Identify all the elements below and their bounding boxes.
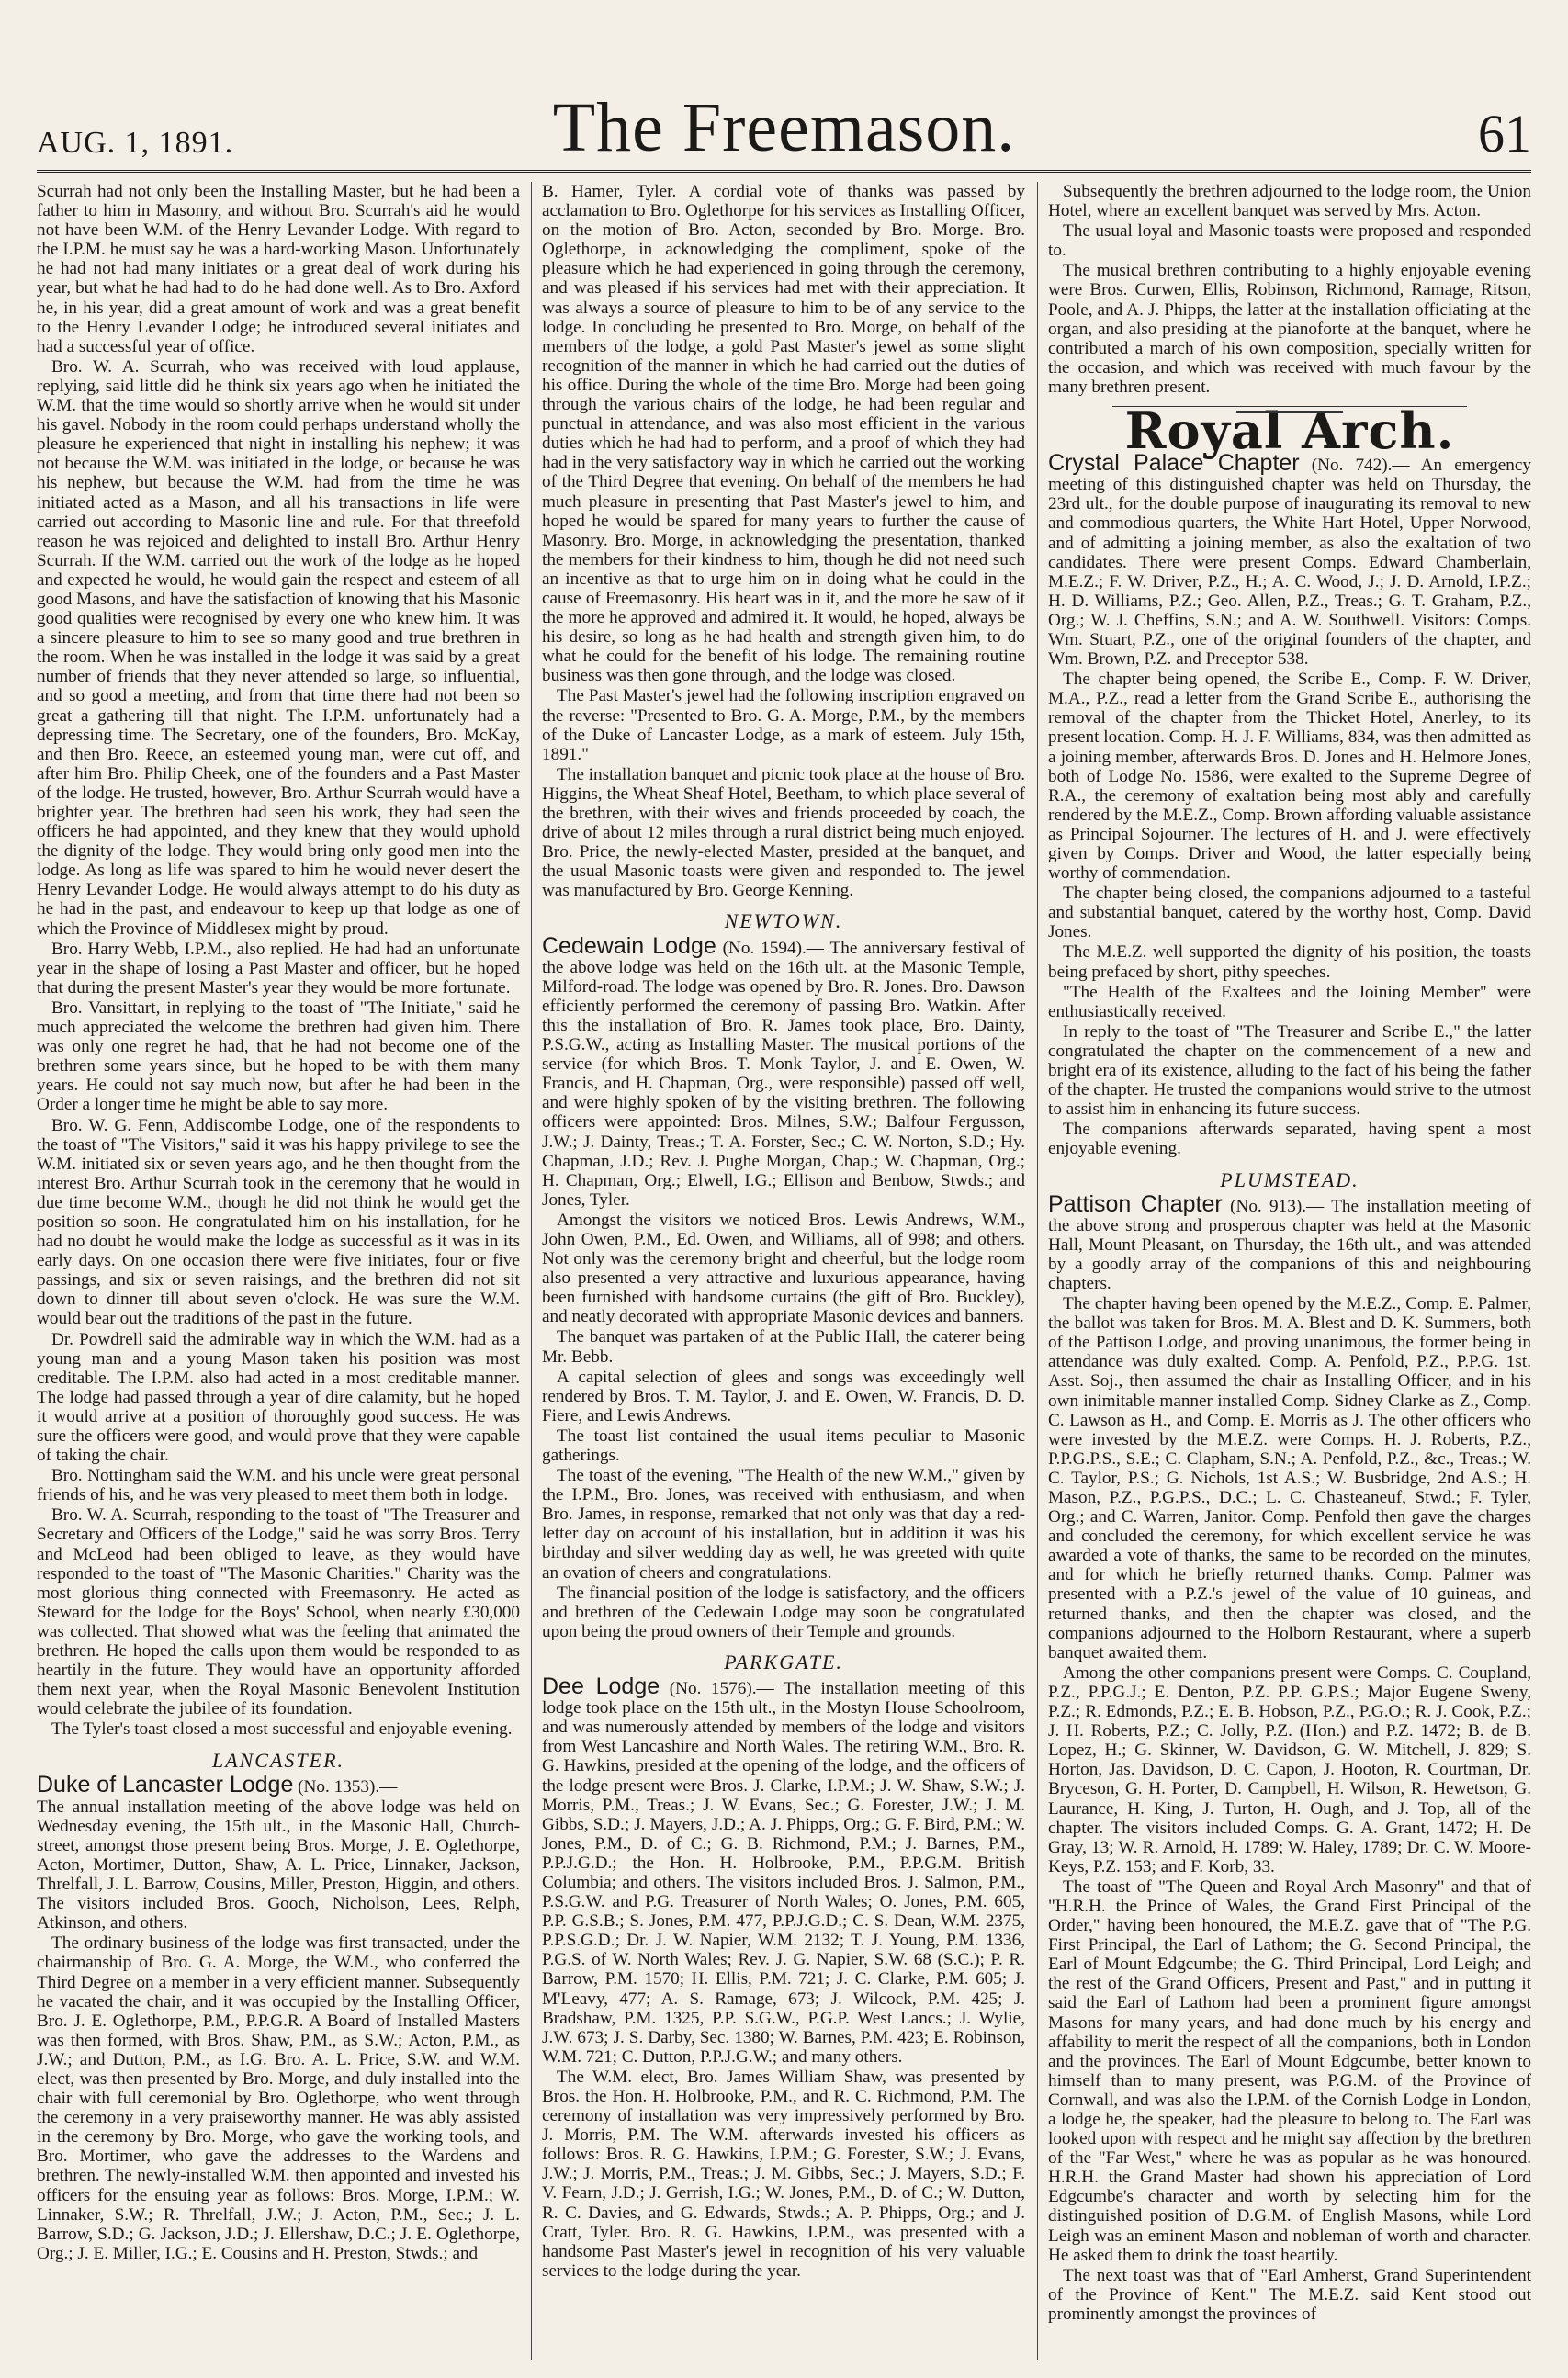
paragraph: The installation meeting of this lodge took place on the 15th ult., in the Mostyn House Schoolroom, and was numerously attended by members of the lodge and visitors from West Lancashire and North Wales. The retiring W.M., Bro. R. G. Hawkins, presided at the opening of the lodge, and the officers of the lodge present were Bros. J. Clarke, I.P.M.; J. W. Shaw, S.W.; J. Morris, P.M., Treas.; J. W. Evans, Sec.; G. Forester, J.W.; J. M. Gibbs, S.D.; J. Mayers, J.D.; A. J. Phipps, Org.; G. F. Bird, P.M.; W. Jones, P.M., D. of C.; G. B. Richmond, P.M.; J. Barnes, P.M., P.P.J.G.D.; the Hon. H. Holbrooke, P.M., P.P.G.M. British Columbia; and others. The visitors included Bros. J. Salmon, P.M., P.S.G.W. and P.G. Treasurer of North Wales; O. Jones, P.M. 605, P.P. G.S.B.; S. Jones, P.M. 477, P.P.J.G.D.; C. S. Dean, W.M. 2375, P.P.S.G.D.; Dr. J. W. Napier, W.M. 2132; T. J. Young, P.M. 1336, P.G.S. of W. North Wales; Rev. J. G. Napier, S.W. 68 (S.C.); P. R. Barrow, P.M. 1570; H. Ellis, P.M. 721; J. C. Clarke, P.M. 605; J. M'Leavy, 477; A. S. Ramage, 673; J. Wilcock, P.M. 425; J. Bradshaw, P.M. 1325, P.P. S.G.W., P.G.P. West Lancs.; J. Wylie, J.W. 673; J. S. Darby, Sec. 1380; W. Barnes, P.M. 423; E. Robinson, W.M. 721; C. Dutton, P.P.J.G.W.; and many others. xyxy=(542,1679,1026,2067)
section-heading-plumstead: PLUMSTEAD. xyxy=(1220,1167,1359,1191)
column-3 xyxy=(1048,182,1531,2325)
column-2 xyxy=(542,182,1025,2282)
paragraph: Bro. W. A. Scurrah, who was received with loud applause, replying, said little did he think six years ago when he initiated the W.M. that the time would so shortly arrive when he would sit under his gavel. Nobody in the room could perhaps understand wholly the pleasure he experienced that night in installing his nephew; it was not because the W.M. was initiated in the lodge, or because he was his nephew, but because the W.M. had from the time he was initiated acted as a Mason, and all his transactions in life were carried out according to Masonic line and rule. For that threefold reason he was rejoiced and delighted to install Bro. Arthur Henry Scurrah. If the W.M. carried out the work of the lodge as he hoped and expected he would, he would gain the respect and esteem of all good Masons, and have the satisfaction of knowing that his Masonic good qualities were recognised by every one who knew him. It was a sincere pleasure to him to see so many good and true brethren in the room. When he was installed in the lodge it was said by a great number of friends that they never attended so large, so influential, and so good a meeting, and from that time there had not been so great a gathering till that night. The I.P.M. unfortunately had a depressing time. The Secretary, one of the founders, Bro. McKay, and then Bro. Reece, an esteemed young man, were cut off, and after him Bro. Philip Cheek, one of the founders and a Past Master of the lodge. He trusted, however, Bro. Arthur Scurrah would have a brighter year. The brethren had seen his work, they had seen the officers he had appointed, and they knew that they would uphold the dignity of the lodge. They would bring only good men into the lodge. As long as life was spared to him he would never desert the Henry Levander Lodge. He would always attempt to do his duty as he had in the past, and endeavour to keep up that lodge as one of which the Province of Middlesex might by proud. xyxy=(37,356,520,939)
chapter-entry xyxy=(1048,1190,1532,1293)
paragraph: The Past Master's jewel had the following inscription engraved on the reverse: "Presented to Bro. G. A. Morge, P.M., by the members of the Duke of Lancaster Lodge, as a mark of esteem. July 15th, 1891." xyxy=(542,686,1025,764)
paragraph: The banquet was partaken of at the Public Hall, the caterer being Mr. Bebb. xyxy=(542,1327,1025,1367)
section-heading-parkgate: PARKGATE. xyxy=(724,1650,843,1674)
chapter-entry xyxy=(1048,450,1532,670)
paragraph: The chapter being closed, the companions adjourned to a tasteful and substantial banquet, catered by the worthy host, Comp. David Jones. xyxy=(1048,884,1531,942)
paragraph: Dr. Powdrell said the admirable way in which the W.M. had as a young man and a young Mason taken his position was most creditable. The I.P.M. also had acted in a most creditable manner. The lodge had passed through a year of dire calamity, but he hoped it would arrive at a position of thoroughly good success. He was sure the officers were good, and would prove that they were capable of taking the chair. xyxy=(37,1329,520,1466)
paragraph: The annual installation meeting of the above lodge was held on Wednesday evening, the 15th ult., in the Masonic Hall, Church-street, amongst those present being Bros. Morge, J. E. Oglethorpe, Acton, Mortimer, Dutton, Shaw, A. L. Price, Linnaker, Jackson, Threlfall, J. L. Barrow, Cousins, Miller, Preston, Higgin, and others. The visitors included Bros. Gooch, Nicholson, Lees, Relph, Atkinson, and others. xyxy=(37,1797,520,1933)
paragraph: The next toast was that of "Earl Amherst, Grand Superintendent of the Province of Kent." The M.E.Z. said Kent stood out prominently amongst the provinces of xyxy=(1048,2265,1531,2324)
chapter-name: Crystal Palace Chapter xyxy=(1048,450,1300,477)
chapter-name: Pattison Chapter xyxy=(1048,1190,1223,1217)
paragraph: The anniversary festival of the above lodge was held on the 16th ult. at the Masonic Temple, Milford-road. The lodge was opened by Bro. R. Jones. Bro. Dawson efficiently performed the ceremony of passing Bro. Watkin. After this the installation of Bro. R. James took place, Bro. Dainty, P.S.G.W., acting as Installing Master. The musical portions of the service (for which Bros. T. Monk Taylor, J. and E. Owen, W. Francis, and H. Chapman, Org., were responsible) passed off well, and were highly spoken of by the visiting brethren. The following officers were appointed: Bros. Milnes, S.W.; Balfour Fergusson, J.W.; J. Dainty, Treas.; T. A. Forster, Sec.; C. W. Norton, S.D.; Hy. Chapman, J.D.; Rev. J. Pughe Morgan, Chap.; W. Chapman, Org.; H. Chapman, Org.; Elwell, I.G.; Ellison and Benbow, Stwds.; and Jones, Tyler. xyxy=(542,938,1026,1210)
lodge-entry xyxy=(542,932,1026,1210)
page-number: 61 xyxy=(1478,104,1531,163)
section-heading-newtown: NEWTOWN. xyxy=(724,909,843,933)
paragraph: Scurrah had not only been the Installing Master, but he had been a father to him in Masonry, and without Bro. Scurrah's aid he would not have been W.M. of the Henry Levander Lodge. With regard to the I.P.M. he must say he was a hard-working Mason. Unfortunately he had not had many initiates or a great deal of work during his year, but what he had had to do he had done well. As to Bro. Axford he, in his year, did a great amount of work and was a great benefit to the Henry Levander Lodge; he introduced several initiates and had a successful year of office. xyxy=(37,182,520,356)
paragraph: The chapter being opened, the Scribe E., Comp. F. W. Driver, M.A., P.Z., read a letter from the Grand Scribe E., authorising the removal of the chapter from the Thicket Hotel, Anerley, to its present location. Comp. H. J. F. Williams, 834, was then admitted as a joining member, afterwards Bros. D. Jones and H. Helmore Jones, both of Lodge No. 1586, were exalted to the Supreme Degree of R.A., the ceremony of exaltation being most ably and carefully rendered by the M.E.Z., Comp. Brown affording valuable assistance as Principal Sojourner. The lectures of H. and J. were effectively given by Comps. Driver and Wood, the latter especially being worthy of commendation. xyxy=(1048,670,1531,884)
paragraph: Bro. Vansittart, in replying to the toast of "The Initiate," said he much appreciated the welcome the brethren had given him. There was only one regret he had, that he had not become one of the brethren some years since, but he hoped to be with them many years. He could not say much now, but after he had been in the Order a longer time he might be able to say more. xyxy=(37,997,520,1115)
paragraph: An emergency meeting of this distinguished chapter was held on Thursday, the 23rd ult., for the double purpose of inaugurating its removal to new and commodious quarters, the White Hart Hotel, Upper Norwood, and of admitting a joining member, as also the exaltation of two candidates. There were present Comps. Edward Chamberlain, M.E.Z.; F. W. Driver, P.Z., H.; A. C. Wood, J.; J. D. Arnold, I.P.Z.; H. D. Williams, P.Z.; Geo. Allen, P.Z., Treas.; G. T. Graham, P.Z., Org.; W. J. Cheffins, S.N.; and A. W. Southwell. Visitors: Comps. Wm. Stuart, P.Z., one of the original founders of the chapter, and Wm. Brown, P.Z. and Preceptor 538. xyxy=(1048,456,1532,670)
paragraph: The chapter having been opened by the M.E.Z., Comp. E. Palmer, the ballot was taken for Bros. M. A. Blest and D. K. Summers, both of the Pattison Lodge, and proving unanimous, the former being in attendance was duly exalted. Comp. A. Penfold, P.Z., P.P.G. 1st. Asst. Soj., then assumed the chair as Installing Officer, and in his own inimitable manner installed Comp. Sidney Clarke as Z., Comp. C. Lawson as H., and Comp. E. Morris as J. The other officers who were invested by the M.E.Z. were Comps. H. J. Roberts, P.Z., P.P.G.P.S., S.E.; C. Clapham, S.N.; A. Penfold, P.Z., &c., Treas.; W. C. Taylor, P.S.; G. Nichols, 1st A.S.; W. Busbridge, 2nd A.S.; H. Mason, P.Z., P.G.P.S., D.C.; L. C. Chasteaneuf, Stwd.; F. Tyler, Org.; and C. Warren, Janitor. Comp. Penfold then gave the charges and concluded the ceremony, for which excellent service he was awarded a vote of thanks, the same to be recorded on the minutes, and for which he briefly returned thanks. Comp. Palmer was presented with a P.Z.'s jewel of the value of 10 guineas, and returned thanks, and then the chapter was closed, and the companions adjourned to the Holborn Restaurant, where a superb banquet awaited them. xyxy=(1048,1294,1531,1662)
section-heading-lancaster: LANCASTER. xyxy=(211,1748,345,1772)
paragraph: The musical brethren contributing to a highly enjoyable evening were Bros. Curwen, Ellis, Robinson, Richmond, Ramage, Ritson, Poole, and A. J. Phipps, the latter at the installation officiating at the organ, and also presiding at the pianoforte at the banquet, where he contributed a march of his own composition, specially written for the occasion, and which was received with much favour by the many brethren present. xyxy=(1048,261,1531,397)
column-1 xyxy=(37,182,520,2264)
paragraph: Bro. W. A. Scurrah, responding to the toast of "The Treasurer and Secretary and Officers of the Lodge," said he was sorry Bros. Terry and McLeod had been obliged to leave, as they would have responded to the toast of "The Masonic Charities." Charity was the most glorious thing connected with Freemasonry. He acted as Steward for the lodge for the Boys' School, when nearly £30,000 was collected. That showed what was the feeling that animated the brethren. He hoped the calls upon them would be responded to as heartily in the future. They would have an opportunity afforded them next year, when the Royal Masonic Benevolent Institution would celebrate the jubilee of its foundation. xyxy=(37,1505,520,1719)
paragraph: Bro. Nottingham said the W.M. and his uncle were great personal friends of his, and he was very pleased to meet them both in lodge. xyxy=(37,1466,520,1505)
paragraph: The companions afterwards separated, having spent a most enjoyable evening. xyxy=(1048,1120,1531,1159)
paragraph: In reply to the toast of "The Treasurer and Scribe E.," the latter congratulated the chapter on the commencement of a new and bright era of its existence, alluding to the fact of his being the father of the chapter. He trusted the companions would strive to the utmost to assist him in enhancing its future success. xyxy=(1048,1021,1531,1120)
lodge-number: (No. 1353).— xyxy=(298,1776,398,1797)
decorative-rule xyxy=(1112,406,1467,407)
masthead xyxy=(37,87,1531,173)
paragraph: Bro. Harry Webb, I.P.M., also replied. He had had an unfortunate year in the shape of losing a Past Master and officer, but he hoped that during the present Master's year they would be more fortunate. xyxy=(37,939,520,997)
paragraph: Among the other companions present were Comps. C. Coupland, P.Z., P.P.G.J.; E. Denton, P.Z. P.P. G.P.S.; Major Eugene Sweny, P.Z.; R. Edmonds, P.Z.; E. B. Hobson, P.Z., P.G.O.; R. J. Cook, P.Z.; J. H. Roberts, P.Z.; C. Jolly, P.Z. (Hon.) and P.Z. 1472; B. de B. Lopez, H.; G. Skinner, W. Davidson, G. W. Mitchell, J. 829; S. Horton, Jas. Davidson, D. C. Capon, J. Hooton, R. Courtman, Dr. Bryceson, G. H. Porter, D. Campbell, H. Wilson, R. Hewetson, G. Laurance, H. King, J. Turton, H. Ough, and J. Top, all of the chapter. The visitors included Comps. G. A. Grant, 1472; H. De Gray, 13; W. R. Arnold, H. 1789; W. Haley, 1789; Dr. C. W. Moore-Keys, P.Z. 153; and F. Korb, 33. xyxy=(1048,1662,1531,1876)
paragraph: The installation meeting of the above strong and prosperous chapter was held at the Masonic Hall, Mount Pleasant, on Thursday, the 16th ult., and was attended by a goodly array of the companions of this and neighbouring chapters. xyxy=(1048,1196,1532,1293)
paragraph: The M.E.Z. well supported the dignity of his position, the toasts being prefaced by short, pithy speeches. xyxy=(1048,942,1531,982)
paragraph: The toast of "The Queen and Royal Arch Masonry" and that of "H.R.H. the Prince of Wales, the Grand First Principal of the Order," having been honoured, the M.E.Z. gave that of "The P.G. First Principal, the Earl of Lathom; the G. Second Principal, the Earl of Mount Edgcumbe; the G. Third Principal, Lord Leigh; and the rest of the Grand Officers, Present and Past," and in putting it said the Earl of Lathom had been a prominent figure amongst Masons for many years, and had done much by his energy and affability to merit the respect of all the companions, both in London and the provinces. The Earl of Mount Edgcumbe, better known to himself than to many present, was P.G.M. of the Province of Cornwall, and was also the I.P.M. of the Cornish Lodge in London, a lodge he, the speaker, had the pleasure to belong to. The Earl was looked upon with respect and he might say affection by the brethren of the "Far West," where he was as popular as he was honoured. H.R.H. the Grand Master had shown his appreciation of Lord Edgcumbe's character and worth by selecting him for the distinguished position of D.G.M. of English Masons, while Lord Leigh was an eminent Mason and nobleman of worth and character. He asked them to drink the toast heartily. xyxy=(1048,1876,1531,2265)
lodge-name: Dee Lodge xyxy=(542,1674,660,1700)
paragraph: B. Hamer, Tyler. A cordial vote of thanks was passed by acclamation to Bro. Oglethorpe for his services as Installing Officer, on the motion of Bro. Acton, seconded by Bro. Morge. Bro. Oglethorpe, in acknowledging the compliment, spoke of the pleasure which he had experienced in going through the ceremony, and was pleased if his services had met with their appreciation. It was always a source of pleasure to him to be of any service to the lodge. In concluding he presented to Bro. Morge, on behalf of the members of the lodge, a gold Past Master's jewel as some slight recognition of the manner in which he had carried out the duties of his office. During the whole of the time Bro. Morge had been going through the various chairs of the lodge, he had been regular and punctual in attendance, and was also most efficient in the various duties which he had had to perform, and a proof of which they had had in the very satisfactory way in which he carried out the working of the Third Degree that evening. On behalf of the members he had much pleasure in presenting that Past Master's jewel to him, and hoped he would be spared for many years to further the cause of Masonry. Bro. Morge, in acknowledging the presentation, thanked the members for their kindness to him, though he did not need such an incentive as that to urge him on in doing what he could in the cause of Freemasonry. His heart was in it, and the more he saw of it the more he approved and admired it. It would, he hoped, always be his desire, so long as he had health and strength given him, to do what he could for the benefit of his lodge. The remaining routine business was then gone through, and the lodge was closed. xyxy=(542,182,1025,686)
lodge-entry xyxy=(37,1771,520,1798)
paragraph: The financial position of the lodge is satisfactory, and the officers and brethren of the Cedewain Lodge may soon be congratulated upon being the proud owners of their Temple and grounds. xyxy=(542,1583,1025,1641)
paragraph: Bro. W. G. Fenn, Addiscombe Lodge, one of the respondents to the toast of "The Visitors," said it was his happy privilege to see the W.M. initiated six or seven years ago, and he then thought from the interest Bro. Arthur Scurrah took in the ceremony that he would in due time become W.M., though he did not think he would get the position so soon. He congratulated him on his installation, for he had no doubt he would make the lodge as successful as it was in its early days. On one occasion there were five initiates, four or five passings, and six or seven raisings, and the brethren did not sit down to dinner till about seven o'clock. He was sure the W.M. would bear out the traditions of the past in the future. xyxy=(37,1115,520,1329)
paragraph: The toast list contained the usual items peculiar to Masonic gatherings. xyxy=(542,1426,1025,1465)
section-heading-royal-arch: Royal Arch. xyxy=(1124,401,1455,461)
paragraph: Amongst the visitors we noticed Bros. Lewis Andrews, W.M., John Owen, P.M., Ed. Owen, and Williams, all of 998; and others. Not only was the ceremony bright and cheerful, but the lodge room also presented a very attractive and luxurious appearance, having been furnished with handsome curtains (the gift of Bro. Buckley), and neatly decorated with appropriate Masonic devices and banners. xyxy=(542,1210,1025,1327)
chapter-number: (No. 913).— xyxy=(1230,1196,1325,1216)
paragraph: The usual loyal and Masonic toasts were proposed and responded to. xyxy=(1048,221,1531,261)
paragraph: The ordinary business of the lodge was first transacted, under the chairmanship of Bro. G. A. Morge, the W.M., who conferred the Third Degree on a member in a very efficient manner. Subsequently he vacated the chair, and it was occupied by the Installing Officer, Bro. J. E. Oglethorpe, P.M., P.P.G.R. A Board of Installed Masters was then formed, with Bros. Shaw, P.M., as S.W.; Acton, P.M., as J.W.; and Dutton, P.M., as I.G. Bro. A. L. Price, S.W. and W.M. elect, was then presented by Bro. Morge, and duly installed into the chair with full ceremonial by Bro. Oglethorpe, who went through the ceremony in a very praiseworthy manner. He was ably assisted in the ceremony by Bro. Morge, who gave the working tools, and Bro. Mortimer, who gave the addresses to the Wardens and brethren. The newly-installed W.M. then appointed and invested his officers for the ensuing year as follows: Bros. Morge, I.P.M.; W. Linnaker, S.W.; R. Threlfall, J.W.; J. Acton, P.M., Sec.; J. L. Barrow, S.D.; G. Jackson, J.D.; J. Ellershaw, D.C.; J. E. Oglethorpe, Org.; J. E. Miller, I.G.; E. Cousins and H. Preston, Stwds.; and xyxy=(37,1933,520,2263)
lodge-name: Cedewain Lodge xyxy=(542,932,716,959)
lodge-name: Duke of Lancaster Lodge xyxy=(37,1771,294,1798)
paragraph: The Tyler's toast closed a most successful and enjoyable evening. xyxy=(51,1719,513,1740)
paragraph: A capital selection of glees and songs was exceedingly well rendered by Bros. T. M. Taylor, J. and E. Owen, W. Francis, D. D. Fiere, and Lewis Andrews. xyxy=(542,1367,1025,1426)
lodge-number: (No. 1594).— xyxy=(722,938,824,958)
paragraph: Subsequently the brethren adjourned to the lodge room, the Union Hotel, where an excellent banquet was served by Mrs. Acton. xyxy=(1048,182,1531,221)
paragraph: The W.M. elect, Bro. James William Shaw, was presented by Bros. the Hon. H. Holbrooke, P.M., and R. C. Richmond, P.M. The ceremony of installation was very impressively performed by Bro. J. Morris, P.M. The W.M. afterwards invested his officers as follows: Bros. R. G. Hawkins, I.P.M.; G. Forester, S.W.; J. Evans, J.W.; J. Morris, P.M., Treas.; J. M. Gibbs, Sec.; J. Mayers, S.D.; F. V. Fearn, J.D.; J. Gerrish, I.G.; W. Jones, P.M., D. of C.; W. Dutton, R. C. Davies, and G. Edwards, Stwds.; A. P. Phipps, Org.; and J. Cratt, Tyler. Bro. R. G. Hawkins, I.P.M., was presented with a handsome Past Master's jewel in recognition of his very valuable services to the lodge during the year. xyxy=(542,2067,1025,2281)
paragraph: "The Health of the Exaltees and the Joining Member" were enthusiastically received. xyxy=(1048,982,1531,1021)
lodge-number: (No. 1576).— xyxy=(669,1679,774,1699)
paragraph: The installation banquet and picnic took place at the house of Bro. Higgins, the Wheat Sheaf Hotel, Beetham, to which place several of the brethren, with their wives and friends proceeded by coach, the drive of about 12 miles through a rural district being much enjoyed. Bro. Price, the newly-elected Master, presided at the banquet, and the usual Masonic toasts were given and responded to. The jewel was manufactured by Bro. George Kenning. xyxy=(542,764,1025,901)
newspaper-title: The Freemason. xyxy=(552,89,1016,166)
chapter-number: (No. 742).— xyxy=(1311,456,1410,476)
paragraph: The toast of the evening, "The Health of the new W.M.," given by the I.P.M., Bro. Jones, was received with enthusiasm, and when Bro. James, in response, remarked that not only was that day a red-letter day on account of his installation, but in addition it was his birthday and silver wedding day as well, he was greeted with quite an ovation of cheers and congratulations. xyxy=(542,1466,1025,1583)
column-rule xyxy=(1037,182,1038,2360)
lodge-entry xyxy=(542,1674,1026,2067)
column-rule xyxy=(531,182,532,2360)
issue-date: AUG. 1, 1891. xyxy=(37,126,234,160)
